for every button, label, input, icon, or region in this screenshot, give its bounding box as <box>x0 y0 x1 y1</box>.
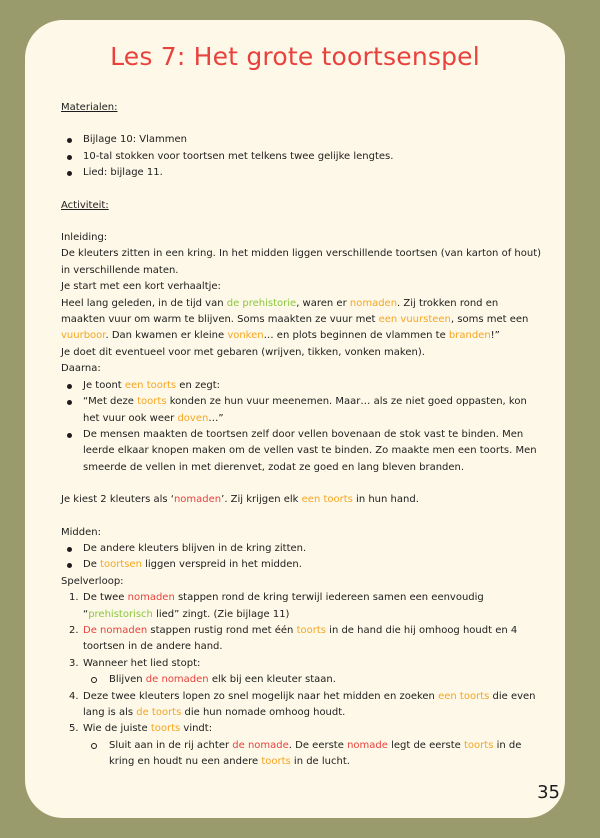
page-card <box>25 20 565 818</box>
list-item: Sluit aan in de rij achter de nomade. De eerste nomade legt de eerste toorts in de kring en houdt nu een andere toorts in de lucht. <box>83 738 541 771</box>
then-list <box>61 378 541 476</box>
highlight-word: de prehistorie <box>226 297 297 309</box>
intro-label: Inleiding: <box>61 232 108 244</box>
list-item: 3. Wanneer het lied stopt: Blijven de nomaden elk bij een kleuter staan. <box>61 656 541 689</box>
highlight-word: de nomade <box>232 739 289 751</box>
list-item: 2. De nomaden stappen rustig rond met één toorts in de hand die hij omhoog houdt en 4 toortsen in de andere hand. <box>69 624 518 653</box>
list-item: De andere kleuters blijven in de kring zitten. <box>61 541 541 557</box>
highlight-word: een toorts <box>301 494 353 506</box>
list-item: “Met deze toorts konden ze hun vuur meenemen. Maar… als ze niet goed oppasten, kon het vuur ook weer doven…” <box>61 394 541 427</box>
highlight-word: vonken <box>227 330 264 342</box>
highlight-word: nomaden <box>349 297 398 309</box>
sub-list <box>83 672 541 688</box>
list-item: Bijlage 10: Vlammen <box>61 132 541 148</box>
page-number: 35 <box>537 782 560 803</box>
list-item: Blijven de nomaden elk bij een kleuter staan. <box>83 672 541 688</box>
game-label: Spelverloop: <box>61 575 124 587</box>
highlight-word: toorts <box>150 723 181 735</box>
highlight-word: doven <box>177 412 209 424</box>
gestures-text: Je doet dit eventueel voor met gebaren (wrijven, tikken, vonken maken). <box>61 346 425 358</box>
highlight-word: de nomaden <box>145 674 209 686</box>
then-label: Daarna: <box>61 363 101 375</box>
lesson-content <box>61 100 541 771</box>
list-item: 1. De twee nomaden stappen rond de kring terwijl iedereen samen een eenvoudig “prehistorisch lied” zingt. (Zie bijlage 11) <box>69 592 484 620</box>
middle-label: Midden: <box>61 526 101 538</box>
materials-heading: Materialen: <box>61 102 118 113</box>
highlight-word: toorts <box>464 739 494 751</box>
highlight-word: vuurboor <box>61 330 106 342</box>
highlight-word: prehistorisch <box>88 608 153 620</box>
middle-list <box>61 541 541 574</box>
highlight-word: een vuursteen <box>378 314 451 326</box>
highlight-word: toorts <box>261 756 291 768</box>
highlight-word: een toorts <box>438 690 490 702</box>
activity-heading: Activiteit: <box>61 199 109 211</box>
highlight-word: De nomaden <box>83 624 148 636</box>
list-item: 10-tal stokken voor toortsen met telkens twee gelijke lengtes. <box>61 149 541 165</box>
highlight-word: toortsen <box>100 559 142 571</box>
sub-list <box>83 738 541 771</box>
story-intro: Je start met een kort verhaaltje: <box>61 281 221 293</box>
highlight-word: de toorts <box>136 707 182 718</box>
game-steps <box>61 590 541 770</box>
highlight-word: nomaden <box>173 494 222 506</box>
materials-list <box>61 132 541 181</box>
choose-text: Je kiest 2 kleuters als ‘nomaden’. Zij krijgen elk een toorts in hun hand. <box>61 494 419 506</box>
highlight-word: nomade <box>347 739 388 751</box>
list-item: De toortsen liggen verspreid in het midden. <box>61 557 541 573</box>
list-item: Lied: bijlage 11. <box>61 165 541 181</box>
highlight-word: nomaden <box>127 592 175 604</box>
highlight-word: toorts <box>137 396 167 408</box>
highlight-word: een toorts <box>124 379 177 391</box>
list-item: 5. Wie de juiste toorts vindt: Sluit aan in de rij achter de nomade. De eerste nomade legt de eerste toorts in de kring en houdt nu een andere toorts in de lucht. <box>61 721 541 770</box>
list-item: De mensen maakten de toortsen zelf door vellen bovenaan de stok vast te binden. Men leerde elkaar knopen maken om de vellen vast te binden. Zo maakte men een toorts. Men smeerde de vellen in met dierenvet, zodat ze goed en lang bleven branden. <box>61 427 541 476</box>
intro-text: De kleuters zitten in een kring. In het midden liggen verschillende toortsen (van karton of hout) in verschillende maten. <box>61 248 542 276</box>
story-text: Heel lang geleden, in de tijd van de prehistorie, waren er nomaden. Zij trokken rond en maakten vuur om warm te blijven. Soms maakten ze vuur met een vuursteen, soms met een vuurboor. Dan kwamen er kleine vonken… en plots beginnen de vlammen te branden!” <box>61 297 529 342</box>
page-title: Les 7: Het grote toortsenspel <box>110 42 480 71</box>
highlight-word: branden <box>448 330 491 342</box>
highlight-word: toorts <box>296 624 326 636</box>
list-item: 4. Deze twee kleuters lopen zo snel mogelijk naar het midden en zoeken een toorts die even lang is als de toorts die hun nomade omhoog houdt. <box>69 690 536 718</box>
list-item: Je toont een toorts en zegt: <box>61 378 541 394</box>
